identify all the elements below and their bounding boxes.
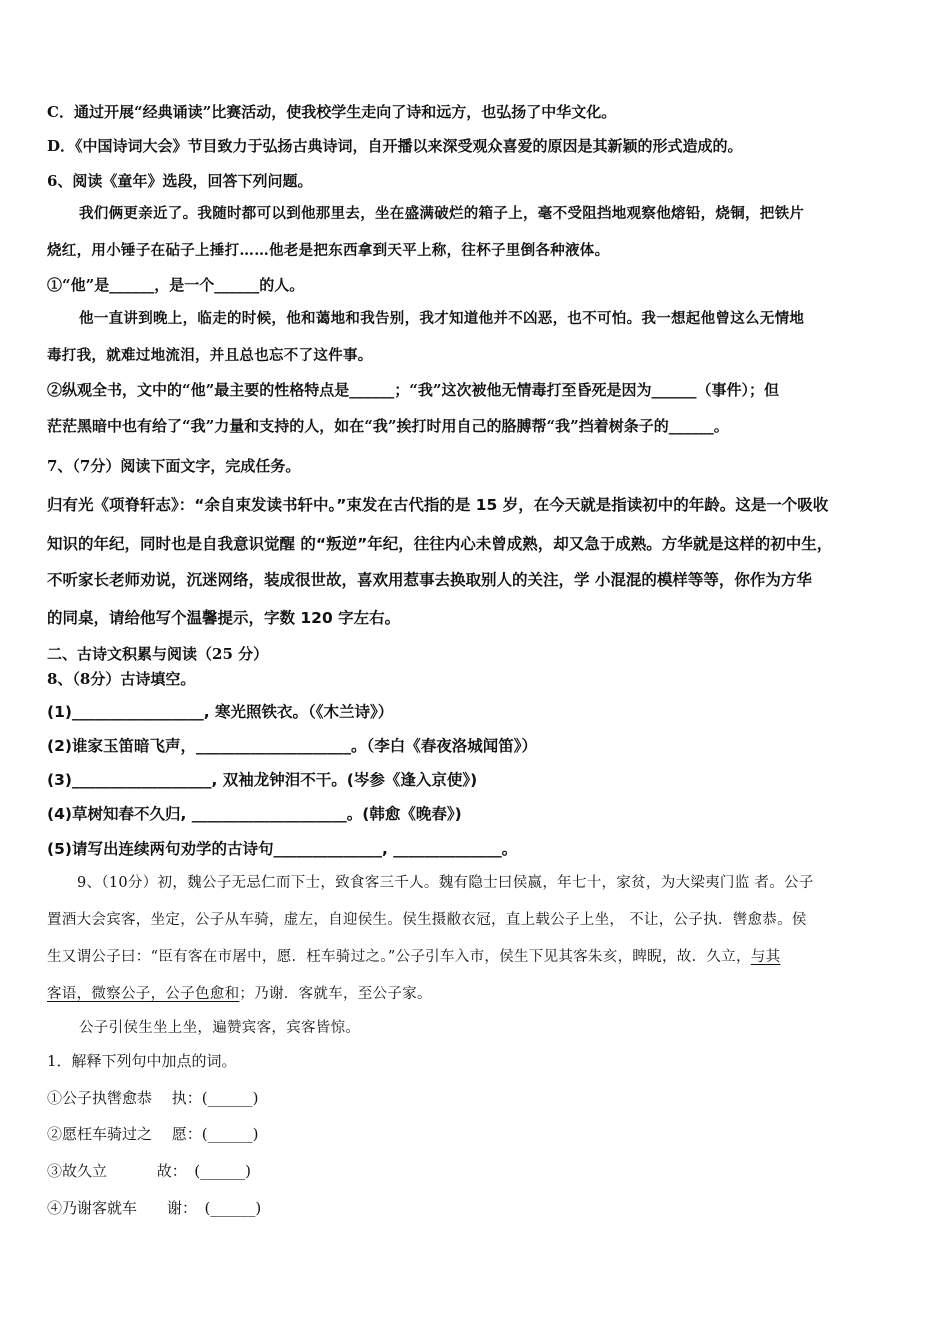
q9-sub-title: 1．解释下列句中加点的词。 xyxy=(47,1052,237,1070)
q6-passage1-line2: 烧红，用小锤子在砧子上捶打……他老是把东西拿到天平上称，往杯子里倒各种液体。 xyxy=(47,242,610,259)
q8-item-2: (2)谁家玉笛暗飞声，____________________。（李白《春夜洛城闻笛》） xyxy=(47,737,537,755)
q6-sub2-line1: ②纵观全书，文中的“他”最主要的性格特点是______；“我”这次被他无情毒打至昏死是因为______（事件）；但 xyxy=(47,381,780,399)
q7-line4: 的同桌，请给他写个温馨提示，字数 120 字左右。 xyxy=(47,609,401,627)
q9-line1: 9、（10分）初，魏公子无忌仁而下士，致食客三千人。魏有隐士曰侯嬴，年七十，家贫，为大梁夷门监 者。公子 xyxy=(77,875,814,891)
q6-passage1-line1: 我们俩更亲近了。我随时都可以到他那里去，坐在盛满破烂的箱子上，毫不受阻挡地观察他熔铅，烧铜，把铁片 xyxy=(79,205,805,222)
q9-line3-underlined: 与其 xyxy=(750,949,781,965)
q9-item-4: ④乃谢客就车 谢： (______) xyxy=(47,1199,262,1217)
q9-item-2: ②愿枉车骑过之 愿：(______) xyxy=(47,1125,259,1143)
q6-passage2-line1: 他一直讲到晚上，临走的时候，他和蔼地和我告别，我才知道他并不凶恶，也不可怕。我一想起他曾这么无情地 xyxy=(79,310,805,327)
q9-line2: 置酒大会宾客，坐定，公子从车骑，虚左，自迎侯生。侯生摄敝衣冠，直上载公子上坐， 不让，公子执．辔愈恭。侯 xyxy=(47,912,807,928)
q9-line4-underlined: 客语，微察公子，公子色愈和 xyxy=(47,986,240,1002)
q7-title: 7、（7分）阅读下面文字，完成任务。 xyxy=(47,457,301,475)
q9-line5: 公子引侯生坐上坐，遍赞宾客，宾客皆惊。 xyxy=(79,1020,361,1036)
q8-title: 8、（8分）古诗填空。 xyxy=(47,670,196,688)
q5-option-c: C．通过开展“经典诵读”比赛活动，使我校学生走向了诗和远方，也弘扬了中华文化。 xyxy=(47,103,617,121)
q6-passage2-line2: 毒打我，就难过地流泪，并且总也忘不了这件事。 xyxy=(47,347,373,364)
q7-line2: 知识的年纪，同时也是自我意识觉醒 的“叛逆”年纪，往往内心未曾成熟，却又急于成熟。方华就是这样的初中生， xyxy=(47,535,833,553)
q7-line3: 不听家长老师劝说，沉迷网络，装成很世故，喜欢用惹事去换取别人的关注，学 小混混的模样等等，你作为方华 xyxy=(47,571,812,589)
q6-sub2-line2: 茫茫黑暗中也有给了“我”力量和支持的人，如在“我”挨打时用自己的胳膊帮“我”挡着树条子的______。 xyxy=(47,417,729,435)
q9-line4-text: ；乃谢．客就车，至公子家。 xyxy=(239,986,432,1002)
q7-line1: 归有光《项脊轩志》：“余自束发读书轩中。”束发在古代指的是 15 岁，在今天就是指读初中的年龄。这是一个吸收 xyxy=(47,496,829,514)
q6-title: 6、阅读《童年》选段，回答下列问题。 xyxy=(47,172,313,190)
q8-item-1: (1)_________________, 寒光照铁衣。（《木兰诗》） xyxy=(47,703,394,721)
q9-line3-text: 生又谓公子曰：“臣有客在市屠中，愿．枉车骑过之。”公子引车入市，侯生下见其客朱亥，睥睨，故．久立， xyxy=(47,949,751,965)
q8-item-4: (4)草树知春不久归, ____________________。(韩愈《晚春》) xyxy=(47,805,462,823)
q9-line4 xyxy=(47,983,902,1005)
q9-item-1: ①公子执辔愈恭 执：(______) xyxy=(47,1089,259,1107)
section-2-heading: 二、古诗文积累与阅读（25 分） xyxy=(47,645,269,663)
q9-line3 xyxy=(47,946,902,968)
q6-sub1: ①“他”是______，是一个______的人。 xyxy=(47,276,305,294)
q8-item-3: (3)__________________, 双袖龙钟泪不干。(岑参《逢入京使》) xyxy=(47,771,478,789)
q8-item-5: (5)请写出连续两句劝学的古诗句______________, ______________。 xyxy=(47,840,518,858)
q9-item-3: ③故久立 故： (______) xyxy=(47,1162,251,1180)
q5-option-d: D．《中国诗词大会》节目致力于弘扬古典诗词，自开播以来深受观众喜爱的原因是其新颖的形式造成的。 xyxy=(47,137,743,155)
